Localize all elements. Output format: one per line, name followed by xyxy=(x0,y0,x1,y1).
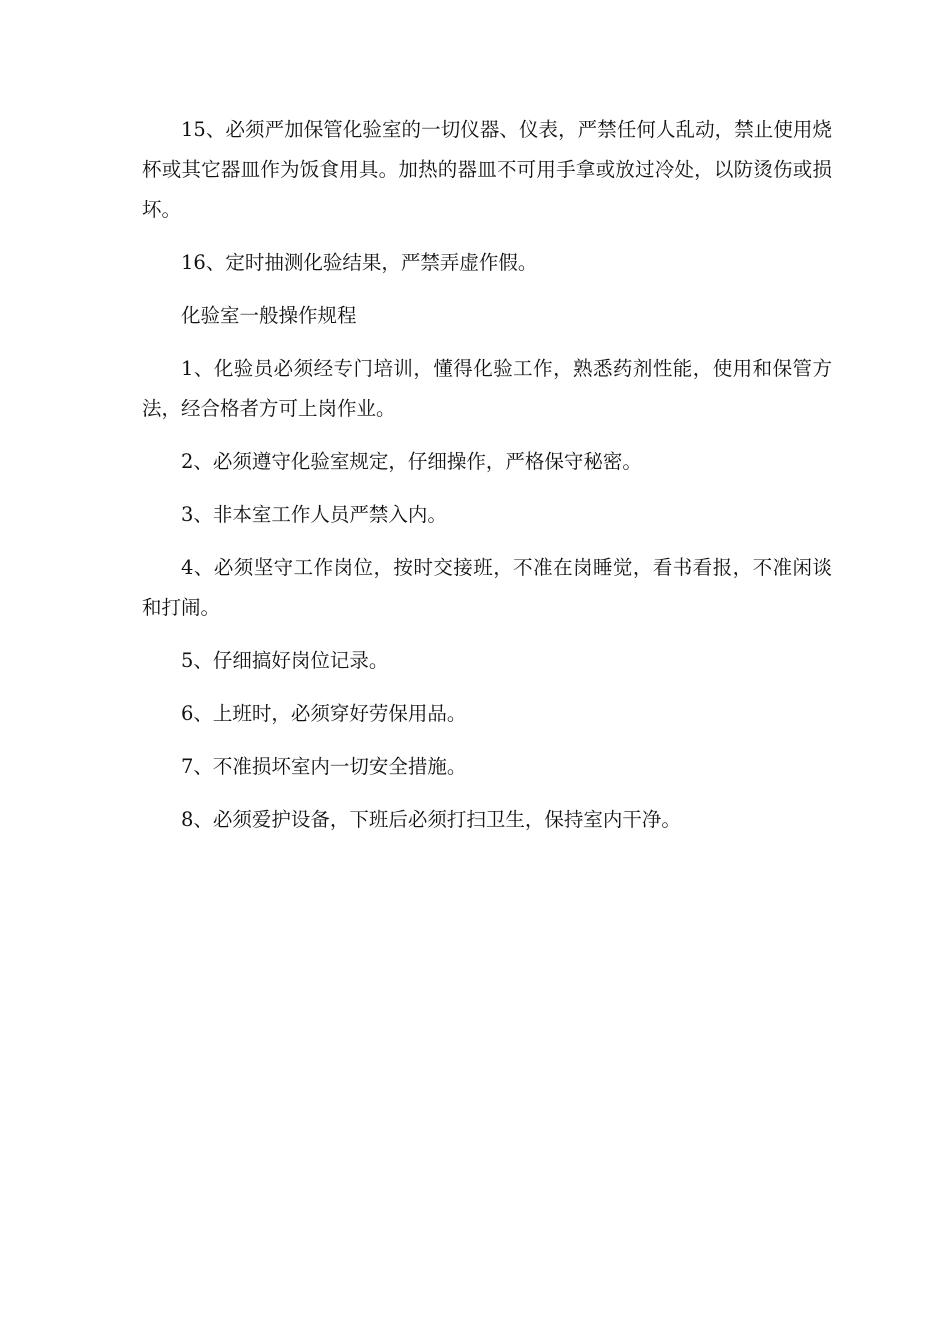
paragraph-rule-8: 8、必须爱护设备，下班后必须打扫卫生，保持室内干净。 xyxy=(181,808,681,831)
paragraph-rule-2: 2、必须遵守化验室规定，仔细操作，严格保守秘密。 xyxy=(181,450,642,473)
paragraph-rule-15: 15、必须严加保管化验室的一切仪器、仪表，严禁任何人乱动，禁止使用烧杯或其它器皿作为饭食用具。加热的器皿不可用手拿或放过冷处，以防烫伤或损坏。 xyxy=(142,118,832,221)
paragraph-rule-1: 1、化验员必须经专门培训，懂得化验工作，熟悉药剂性能，使用和保管方法，经合格者方可上岗作业。 xyxy=(142,357,832,420)
paragraph-rule-4: 4、必须坚守工作岗位，按时交接班，不准在岗睡觉，看书看报，不准闲谈和打闹。 xyxy=(142,556,832,619)
paragraph-rule-16: 16、定时抽测化验结果，严禁弄虚作假。 xyxy=(181,251,538,274)
paragraph-rule-5: 5、仔细搞好岗位记录。 xyxy=(181,649,389,672)
section-heading: 化验室一般操作规程 xyxy=(181,304,357,327)
paragraph-rule-7: 7、不准损坏室内一切安全措施。 xyxy=(181,755,467,778)
document-body xyxy=(142,110,832,840)
paragraph-rule-3: 3、非本室工作人员严禁入内。 xyxy=(181,503,447,526)
paragraph-rule-6: 6、上班时，必须穿好劳保用品。 xyxy=(181,702,467,725)
